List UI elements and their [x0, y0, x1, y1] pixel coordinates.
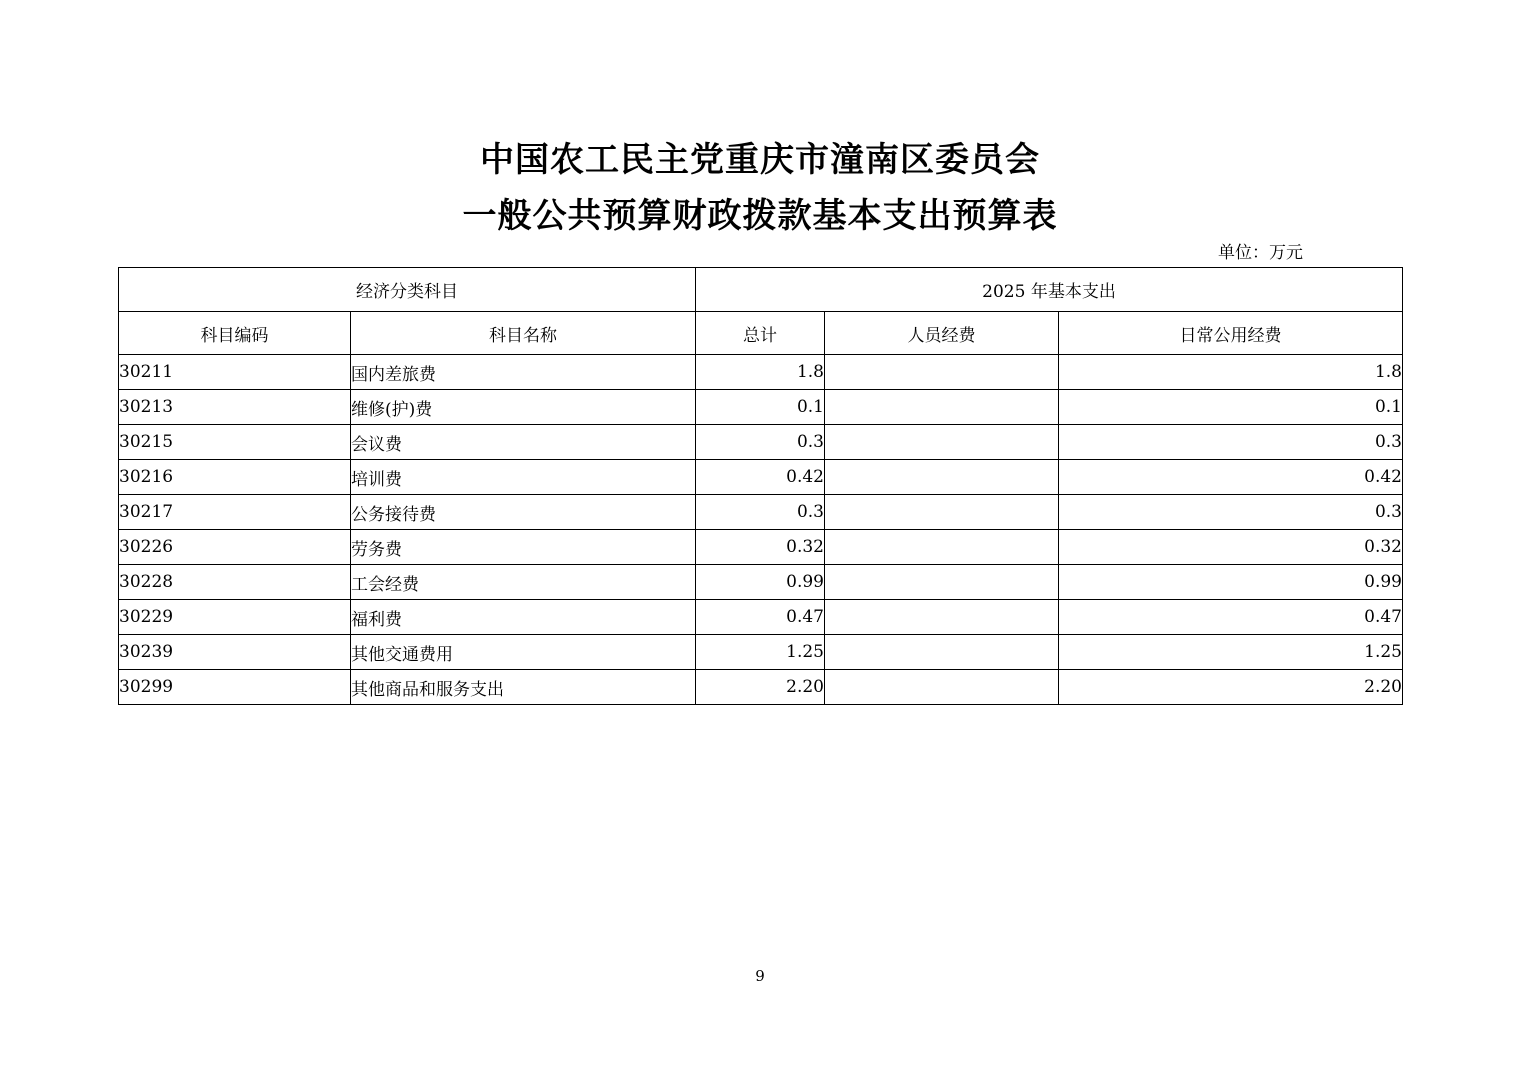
cell-public: 0.3: [1059, 425, 1403, 460]
cell-code: 30239: [119, 635, 351, 670]
cell-name: 国内差旅费: [351, 355, 696, 390]
cell-personnel: [825, 390, 1059, 425]
cell-name: 培训费: [351, 460, 696, 495]
cell-personnel: [825, 565, 1059, 600]
table-row: [119, 425, 1403, 460]
cell-public: 0.47: [1059, 600, 1403, 635]
table-row: [119, 635, 1403, 670]
table-row: [119, 670, 1403, 705]
cell-code: 30299: [119, 670, 351, 705]
header-code: 科目编码: [119, 312, 351, 355]
cell-public: 1.25: [1059, 635, 1403, 670]
table-row: [119, 495, 1403, 530]
table-row: [119, 390, 1403, 425]
cell-total: 1.25: [696, 635, 825, 670]
cell-personnel: [825, 425, 1059, 460]
cell-name: 维修(护)费: [351, 390, 696, 425]
cell-total: 0.32: [696, 530, 825, 565]
cell-personnel: [825, 670, 1059, 705]
cell-total: 2.20: [696, 670, 825, 705]
cell-name: 工会经费: [351, 565, 696, 600]
cell-total: 0.3: [696, 425, 825, 460]
cell-name: 劳务费: [351, 530, 696, 565]
cell-public: 0.99: [1059, 565, 1403, 600]
cell-code: 30216: [119, 460, 351, 495]
cell-total: 0.3: [696, 495, 825, 530]
column-header-row: [119, 312, 1403, 355]
cell-personnel: [825, 355, 1059, 390]
cell-code: 30215: [119, 425, 351, 460]
cell-name: 其他交通费用: [351, 635, 696, 670]
cell-total: 0.1: [696, 390, 825, 425]
table-row: [119, 530, 1403, 565]
table-row: [119, 600, 1403, 635]
header-total: 总计: [696, 312, 825, 355]
header-name: 科目名称: [351, 312, 696, 355]
header-category: 经济分类科目: [119, 268, 696, 312]
cell-personnel: [825, 635, 1059, 670]
document-title-line1: 中国农工民主党重庆市潼南区委员会: [480, 140, 1040, 180]
table-row: [119, 355, 1403, 390]
cell-total: 0.47: [696, 600, 825, 635]
cell-code: 30228: [119, 565, 351, 600]
cell-public: 0.3: [1059, 495, 1403, 530]
cell-code: 30217: [119, 495, 351, 530]
header-personnel: 人员经费: [825, 312, 1059, 355]
cell-personnel: [825, 460, 1059, 495]
cell-public: 0.1: [1059, 390, 1403, 425]
table-row: [119, 460, 1403, 495]
header-public: 日常公用经费: [1059, 312, 1403, 355]
cell-name: 会议费: [351, 425, 696, 460]
cell-personnel: [825, 530, 1059, 565]
cell-personnel: [825, 495, 1059, 530]
cell-name: 公务接待费: [351, 495, 696, 530]
cell-name: 福利费: [351, 600, 696, 635]
cell-total: 0.99: [696, 565, 825, 600]
group-header-row: [119, 268, 1403, 312]
cell-code: 30229: [119, 600, 351, 635]
header-expenditure: 2025 年基本支出: [696, 268, 1403, 312]
page-number: 9: [755, 967, 765, 985]
cell-code: 30226: [119, 530, 351, 565]
table-row: [119, 565, 1403, 600]
cell-name: 其他商品和服务支出: [351, 670, 696, 705]
cell-public: 0.32: [1059, 530, 1403, 565]
budget-table: [118, 267, 1403, 705]
document-title-line2: 一般公共预算财政拨款基本支出预算表: [462, 196, 1058, 236]
cell-total: 0.42: [696, 460, 825, 495]
cell-public: 2.20: [1059, 670, 1403, 705]
cell-code: 30211: [119, 355, 351, 390]
unit-label: 单位：万元: [1218, 243, 1303, 263]
cell-personnel: [825, 600, 1059, 635]
cell-public: 0.42: [1059, 460, 1403, 495]
cell-public: 1.8: [1059, 355, 1403, 390]
cell-code: 30213: [119, 390, 351, 425]
cell-total: 1.8: [696, 355, 825, 390]
